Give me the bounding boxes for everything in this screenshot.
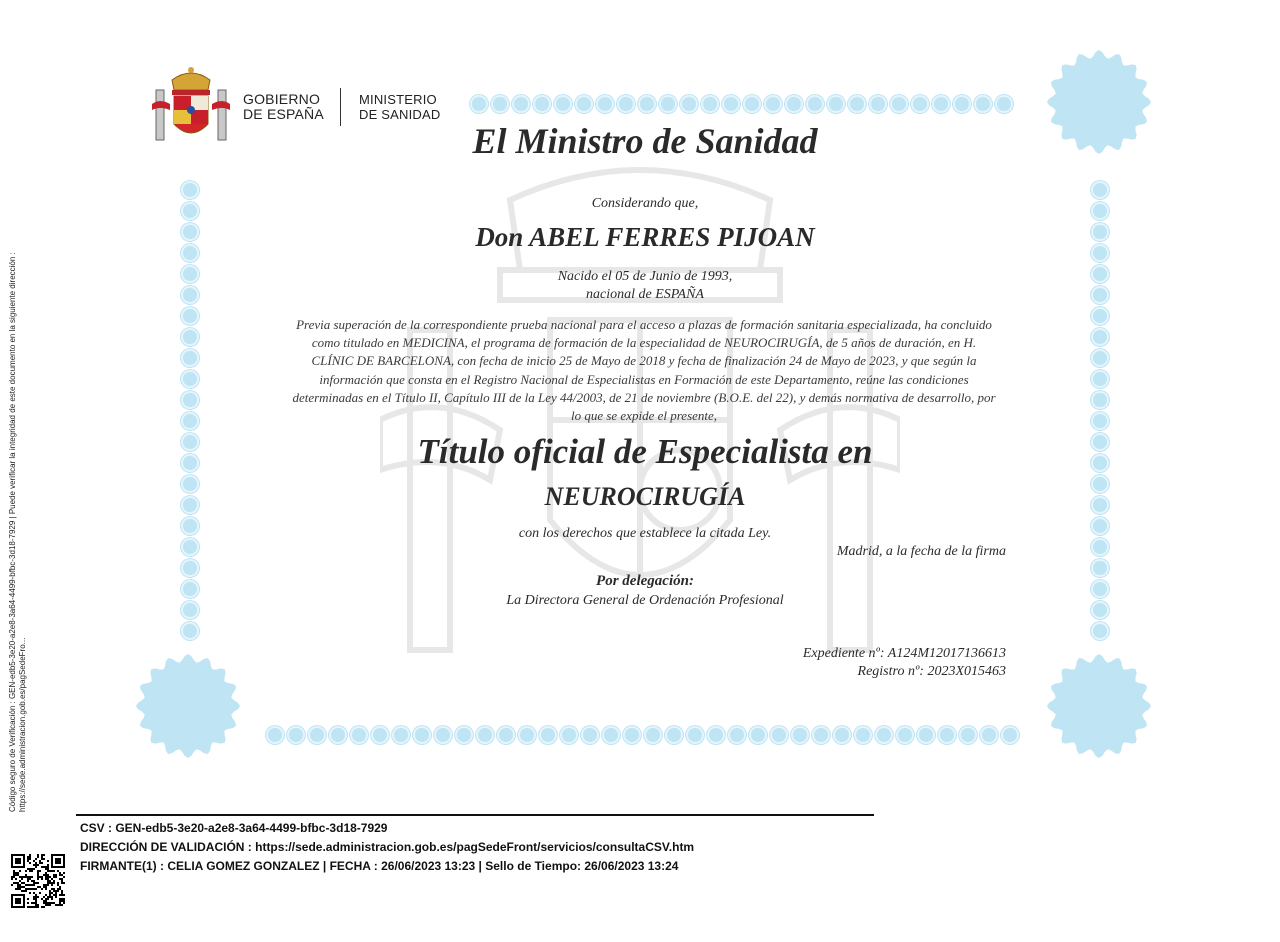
bead-ornament bbox=[181, 601, 199, 619]
bead-ornament bbox=[785, 95, 803, 113]
certificate-title: El Ministro de Sanidad bbox=[472, 121, 818, 161]
side-line-2[interactable]: https://sede.administracion.gob.es/pagSedeFro... bbox=[18, 637, 27, 812]
qr-code-icon bbox=[11, 854, 65, 908]
bead-ornament bbox=[701, 95, 719, 113]
bead-ornament bbox=[181, 328, 199, 346]
csv-code: CSV : GEN-edb5-3e20-a2e8-3a64-4499-bfbc-3d18-7929 bbox=[80, 821, 388, 835]
bead-ornament bbox=[470, 95, 488, 113]
bead-ornament bbox=[181, 454, 199, 472]
bead-ornament bbox=[476, 726, 494, 744]
side-verification-text bbox=[8, 252, 28, 812]
bead-ornament bbox=[181, 244, 199, 262]
bead-ornament bbox=[181, 181, 199, 199]
bead-ornament bbox=[812, 726, 830, 744]
bead-ornament bbox=[181, 349, 199, 367]
bead-ornament bbox=[287, 726, 305, 744]
bead-ornament bbox=[995, 95, 1013, 113]
bead-ornament bbox=[181, 622, 199, 640]
bead-ornament bbox=[533, 95, 551, 113]
bead-ornament bbox=[932, 95, 950, 113]
bead-ornament bbox=[596, 95, 614, 113]
bead-ornament bbox=[848, 95, 866, 113]
bead-ornament bbox=[869, 95, 887, 113]
registro-number: Registro nº: 2023X015463 bbox=[857, 664, 1006, 679]
bead-ornament bbox=[434, 726, 452, 744]
bead-ornament bbox=[938, 726, 956, 744]
bead-ornament bbox=[707, 726, 725, 744]
place-date: Madrid, a la fecha de la firma bbox=[836, 544, 1006, 559]
bead-ornament bbox=[1091, 328, 1109, 346]
bead-ornament bbox=[617, 95, 635, 113]
bead-ornament bbox=[413, 726, 431, 744]
bead-ornament bbox=[1091, 475, 1109, 493]
top-bead-border bbox=[468, 93, 1014, 114]
bead-ornament bbox=[806, 95, 824, 113]
bead-ornament bbox=[371, 726, 389, 744]
bead-ornament bbox=[1091, 538, 1109, 556]
bead-ornament bbox=[181, 580, 199, 598]
bead-ornament bbox=[181, 202, 199, 220]
expediente-number: Expediente nº: A124M12017136613 bbox=[802, 646, 1006, 661]
rosette-bottom-right bbox=[1046, 653, 1152, 759]
bead-ornament bbox=[722, 95, 740, 113]
bead-ornament bbox=[181, 475, 199, 493]
bead-ornament bbox=[181, 538, 199, 556]
bead-ornament bbox=[743, 95, 761, 113]
holder-name: Don ABEL FERRES PIJOAN bbox=[475, 222, 815, 252]
gov-line-2: DE ESPAÑA bbox=[243, 106, 324, 122]
birth-info bbox=[280, 268, 1010, 304]
footer-rule bbox=[76, 814, 874, 816]
bead-ornament bbox=[1091, 517, 1109, 535]
bead-ornament bbox=[827, 95, 845, 113]
bead-ornament bbox=[181, 307, 199, 325]
bead-ornament bbox=[350, 726, 368, 744]
bead-ornament bbox=[1091, 244, 1109, 262]
certificate-body: Previa superación de la correspondiente prueba nacional para el acceso a plazas de formación sanitaria especializada, ha concluido como titulado en MEDICINA, el programa de formación de la especialidad de NEUROCIRUGÍA, de 5 años de duración, en H. CLÍNIC DE BARCELONA, con fecha de inicio 25 de Mayo de 2018 y fecha de finalización 24 de Mayo de 2023, y que según la información que consta en el Registro Nacional de Especialistas en Formación de este Departamento, reúne las condiciones determinadas en el Título II, Capítulo III de la Ley 44/2003, de 21 de noviembre (B.O.E. del 22), y demás normativa de desarrollo, por lo que se expide el presente, bbox=[292, 317, 996, 424]
bead-ornament bbox=[680, 95, 698, 113]
signer-info: FIRMANTE(1) : CELIA GOMEZ GONZALEZ | FECHA : 26/06/2023 13:23 | Sello de Tiempo: 26/06/2023 13:24 bbox=[80, 859, 679, 873]
bead-ornament bbox=[644, 726, 662, 744]
bead-ornament bbox=[791, 726, 809, 744]
bead-ornament bbox=[980, 726, 998, 744]
gov-line-1: GOBIERNO bbox=[243, 91, 321, 107]
bead-ornament bbox=[917, 726, 935, 744]
bead-ornament bbox=[890, 95, 908, 113]
bead-ornament bbox=[1091, 202, 1109, 220]
birth-date: Nacido el 05 de Junio de 1993, bbox=[557, 269, 733, 284]
considering-text: Considerando que, bbox=[591, 196, 699, 211]
nationality: nacional de ESPAÑA bbox=[586, 287, 704, 302]
bead-ornament bbox=[181, 559, 199, 577]
side-line-1: Código seguro de Verificación : GEN-edb5-3e20-a2e8-3a64-4499-bfbc-3d18-7929 | Puede verificar la integridad de este documento en la siguiente dirección : bbox=[8, 252, 17, 812]
bead-ornament bbox=[896, 726, 914, 744]
bead-ornament bbox=[1091, 181, 1109, 199]
validation-url[interactable]: DIRECCIÓN DE VALIDACIÓN : https://sede.administracion.gob.es/pagSedeFront/servicios/consultaCSV.htm bbox=[80, 840, 695, 854]
right-bead-border bbox=[1089, 179, 1110, 641]
bead-ornament bbox=[1091, 286, 1109, 304]
bead-ornament bbox=[659, 95, 677, 113]
bead-ornament bbox=[1091, 307, 1109, 325]
signer-role: La Directora General de Ordenación Profesional bbox=[506, 593, 784, 608]
bead-ornament bbox=[1091, 559, 1109, 577]
bead-ornament bbox=[181, 433, 199, 451]
bead-ornament bbox=[181, 517, 199, 535]
bead-ornament bbox=[854, 726, 872, 744]
bead-ornament bbox=[1091, 622, 1109, 640]
bead-ornament bbox=[181, 391, 199, 409]
ministry-line-2: DE SANIDAD bbox=[359, 107, 441, 122]
bead-ornament bbox=[1091, 580, 1109, 598]
delegation-label: Por delegación: bbox=[596, 573, 694, 589]
bead-ornament bbox=[875, 726, 893, 744]
specialty-name: NEUROCIRUGÍA bbox=[544, 482, 746, 511]
bead-ornament bbox=[749, 726, 767, 744]
rosette-bottom-left bbox=[135, 653, 241, 759]
left-bead-border bbox=[179, 179, 200, 641]
bead-ornament bbox=[329, 726, 347, 744]
bead-ornament bbox=[770, 726, 788, 744]
bead-ornament bbox=[1091, 601, 1109, 619]
bead-ornament bbox=[638, 95, 656, 113]
bead-ornament bbox=[911, 95, 929, 113]
bead-ornament bbox=[560, 726, 578, 744]
bead-ornament bbox=[974, 95, 992, 113]
bead-ornament bbox=[1091, 223, 1109, 241]
ministry-line-1: MINISTERIO bbox=[359, 92, 437, 107]
bead-ornament bbox=[1091, 265, 1109, 283]
rosette-top-right bbox=[1046, 49, 1152, 155]
bead-ornament bbox=[1001, 726, 1019, 744]
bead-ornament bbox=[665, 726, 683, 744]
bead-ornament bbox=[1091, 370, 1109, 388]
bead-ornament bbox=[455, 726, 473, 744]
bead-ornament bbox=[959, 726, 977, 744]
rights-text: con los derechos que establece la citada Ley. bbox=[518, 526, 772, 541]
bead-ornament bbox=[833, 726, 851, 744]
bead-ornament bbox=[1091, 349, 1109, 367]
bead-ornament bbox=[686, 726, 704, 744]
bead-ornament bbox=[764, 95, 782, 113]
bead-ornament bbox=[1091, 391, 1109, 409]
bead-ornament bbox=[181, 370, 199, 388]
bead-ornament bbox=[1091, 433, 1109, 451]
bead-ornament bbox=[512, 95, 530, 113]
bead-ornament bbox=[518, 726, 536, 744]
bead-ornament bbox=[554, 95, 572, 113]
degree-title: Título oficial de Especialista en bbox=[417, 432, 873, 471]
bead-ornament bbox=[266, 726, 284, 744]
bead-ornament bbox=[181, 223, 199, 241]
bead-ornament bbox=[953, 95, 971, 113]
bead-ornament bbox=[1091, 496, 1109, 514]
bead-ornament bbox=[491, 95, 509, 113]
bead-ornament bbox=[392, 726, 410, 744]
bead-ornament bbox=[539, 726, 557, 744]
bead-ornament bbox=[728, 726, 746, 744]
bead-ornament bbox=[181, 286, 199, 304]
bead-ornament bbox=[497, 726, 515, 744]
bead-ornament bbox=[575, 95, 593, 113]
bead-ornament bbox=[602, 726, 620, 744]
bead-ornament bbox=[623, 726, 641, 744]
bead-ornament bbox=[1091, 454, 1109, 472]
bead-ornament bbox=[581, 726, 599, 744]
bottom-bead-border bbox=[264, 724, 1020, 745]
spain-coat-of-arms-logo bbox=[150, 62, 232, 148]
bead-ornament bbox=[1091, 412, 1109, 430]
bead-ornament bbox=[181, 265, 199, 283]
bead-ornament bbox=[308, 726, 326, 744]
bead-ornament bbox=[181, 412, 199, 430]
bead-ornament bbox=[181, 496, 199, 514]
